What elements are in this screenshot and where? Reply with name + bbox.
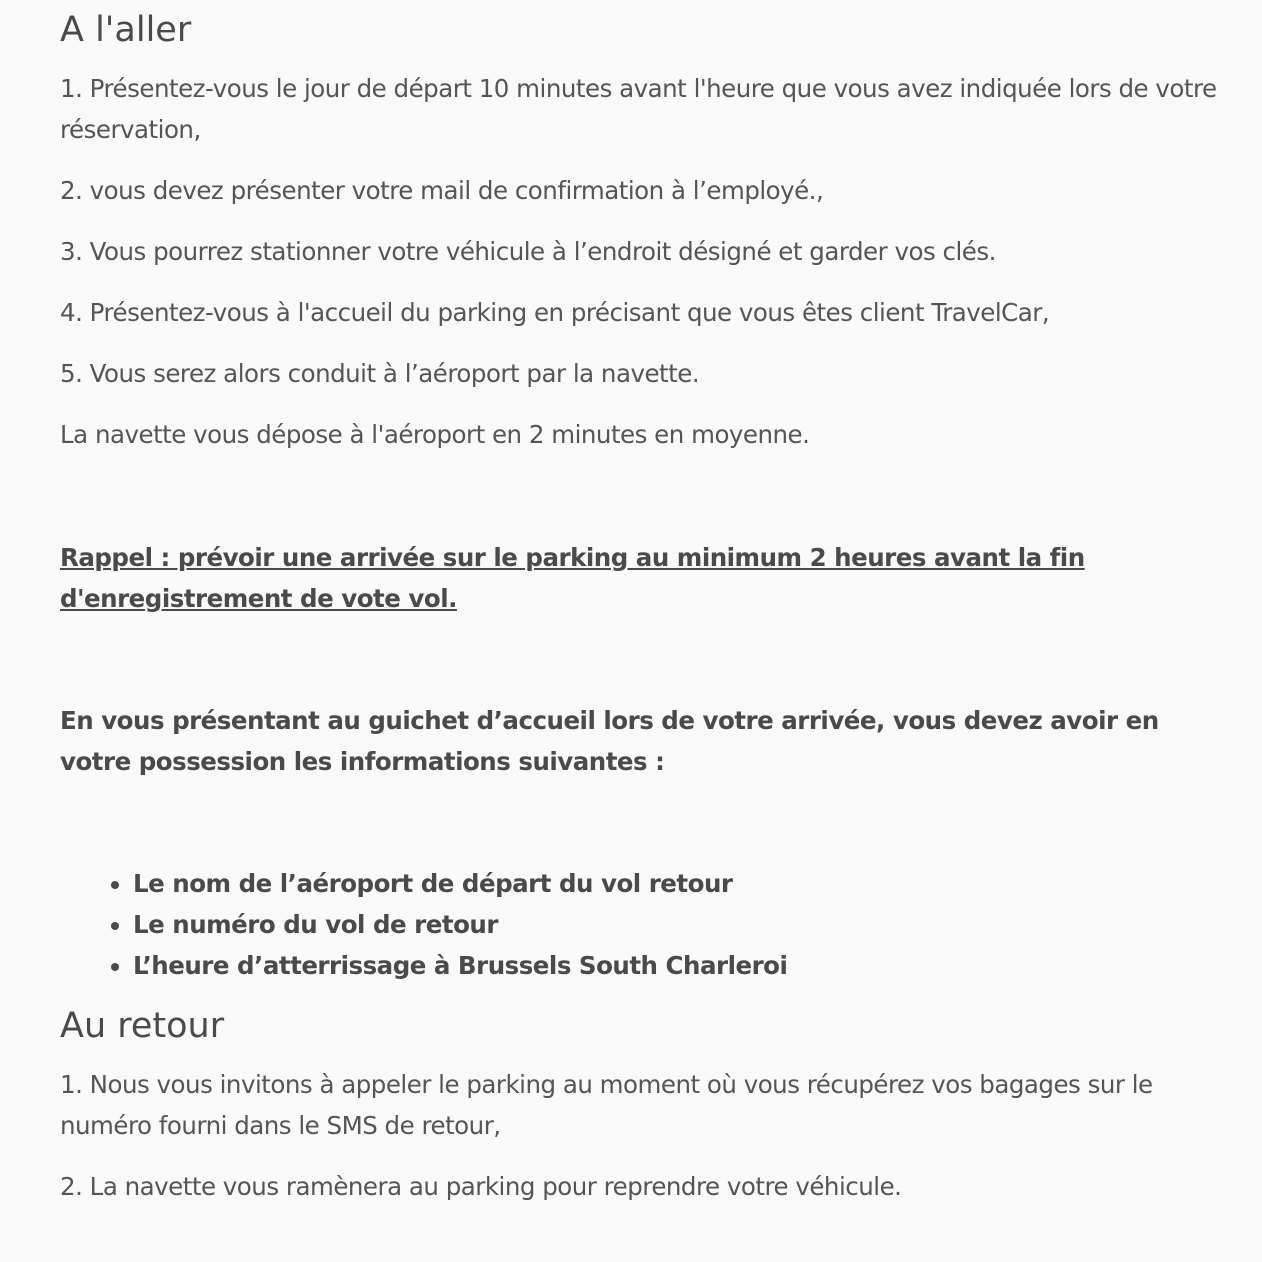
shuttle-note: La navette vous dépose à l'aéroport en 2 minutes en moyenne. (60, 420, 810, 449)
reminder-text: Rappel : prévoir une arrivée sur le parking au minimum 2 heures avant la fin d'enregistrement de vote vol. (60, 543, 1085, 613)
requirement-item-flight-number: • Le numéro du vol de retour (133, 904, 1232, 945)
aller-step-3: 3. Vous pourrez stationner votre véhicule à l’endroit désigné et garder vos clés. (60, 237, 996, 266)
requirements-list (60, 863, 1232, 986)
info-intro: En vous présentant au guichet d’accueil lors de votre arrivée, vous devez avoir en votre possession les informations suivantes : (60, 706, 1159, 776)
requirement-item-airport: • Le nom de l’aéroport de départ du vol retour (133, 863, 1232, 904)
section-title-aller: A l'aller (60, 10, 192, 50)
aller-step-4: 4. Présentez-vous à l'accueil du parking en précisant que vous êtes client TravelCar, (60, 298, 1050, 327)
aller-step-1: 1. Présentez-vous le jour de départ 10 minutes avant l'heure que vous avez indiquée lors de votre réservation, (60, 74, 1217, 144)
section-title-retour: Au retour (60, 1006, 225, 1046)
aller-step-5: 5. Vous serez alors conduit à l’aéroport par la navette. (60, 359, 700, 388)
retour-step-2: 2. La navette vous ramènera au parking pour reprendre votre véhicule. (60, 1172, 902, 1201)
retour-step-1: 1. Nous vous invitons à appeler le parking au moment où vous récupérez vos bagages sur le numéro fourni dans le SMS de retour, (60, 1070, 1153, 1140)
requirement-item-landing-time: • L’heure d’atterrissage à Brussels South Charleroi (133, 945, 1232, 986)
aller-step-2: 2. vous devez présenter votre mail de confirmation à l’employé., (60, 176, 824, 205)
content-column (60, 0, 1232, 1207)
